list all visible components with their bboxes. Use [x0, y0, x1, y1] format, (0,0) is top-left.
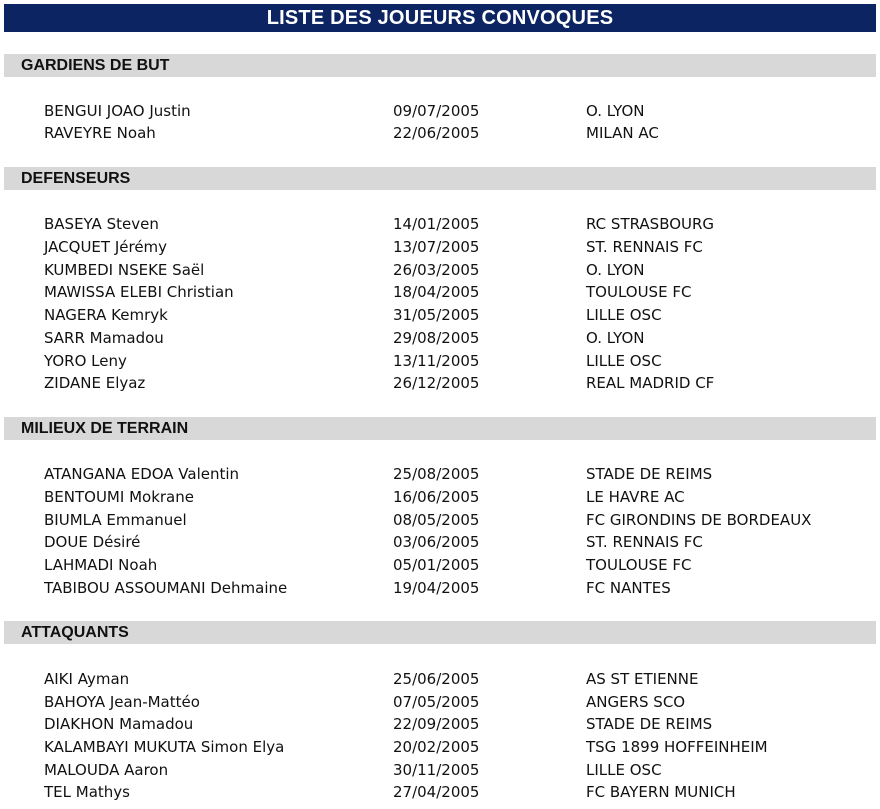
- player-birth-date: 05/01/2005: [393, 556, 480, 574]
- section-header-forwards: [4, 621, 876, 644]
- player-name: KALAMBAYI MUKUTA Simon Elya: [44, 738, 285, 756]
- player-name: SARR Mamadou: [44, 329, 164, 347]
- player-birth-date: 07/05/2005: [393, 693, 480, 711]
- player-row: [0, 372, 880, 394]
- section-title: GARDIENS DE BUT: [21, 57, 170, 74]
- player-name: ZIDANE Elyaz: [44, 374, 146, 392]
- player-name: TABIBOU ASSOUMANI Dehmaine: [44, 579, 288, 597]
- player-row: [0, 736, 880, 758]
- player-club: TSG 1899 HOFFEINHEIM: [586, 738, 768, 756]
- player-row: [0, 577, 880, 599]
- section-title: ATTAQUANTS: [21, 624, 129, 641]
- player-row: [0, 350, 880, 372]
- player-birth-date: 03/06/2005: [393, 533, 480, 551]
- player-name: NAGERA Kemryk: [44, 306, 168, 324]
- player-row: [0, 327, 880, 349]
- player-club: LILLE OSC: [586, 352, 662, 370]
- player-name: LAHMADI Noah: [44, 556, 158, 574]
- player-birth-date: 22/06/2005: [393, 124, 480, 142]
- player-club: REAL MADRID CF: [586, 374, 715, 392]
- player-club: LILLE OSC: [586, 306, 662, 324]
- player-name: DIAKHON Mamadou: [44, 715, 194, 733]
- player-club: FC NANTES: [586, 579, 671, 597]
- player-birth-date: 19/04/2005: [393, 579, 480, 597]
- section-header-midfielders: [4, 417, 876, 440]
- player-birth-date: 13/11/2005: [393, 352, 480, 370]
- player-row: [0, 259, 880, 281]
- player-club: TOULOUSE FC: [586, 283, 692, 301]
- player-row: [0, 463, 880, 485]
- player-name: JACQUET Jérémy: [44, 238, 168, 256]
- player-name: TEL Mathys: [44, 783, 130, 801]
- player-name: AIKI Ayman: [44, 670, 130, 688]
- player-birth-date: 20/02/2005: [393, 738, 480, 756]
- player-birth-date: 18/04/2005: [393, 283, 480, 301]
- player-name: BENTOUMI Mokrane: [44, 488, 194, 506]
- player-birth-date: 30/11/2005: [393, 761, 480, 779]
- player-row: [0, 554, 880, 576]
- player-birth-date: 13/07/2005: [393, 238, 480, 256]
- player-name: KUMBEDI NSEKE Saël: [44, 261, 205, 279]
- section-title: MILIEUX DE TERRAIN: [21, 420, 189, 437]
- player-club: ST. RENNAIS FC: [586, 238, 703, 256]
- player-club: STADE DE REIMS: [586, 465, 713, 483]
- player-club: MILAN AC: [586, 124, 659, 142]
- player-club: O. LYON: [586, 261, 645, 279]
- player-row: [0, 691, 880, 713]
- player-club: LE HAVRE AC: [586, 488, 685, 506]
- player-row: [0, 304, 880, 326]
- player-row: [0, 122, 880, 144]
- player-name: YORO Leny: [44, 352, 127, 370]
- player-row: [0, 531, 880, 553]
- player-birth-date: 25/08/2005: [393, 465, 480, 483]
- player-birth-date: 25/06/2005: [393, 670, 480, 688]
- player-club: FC BAYERN MUNICH: [586, 783, 736, 801]
- player-club: ANGERS SCO: [586, 693, 686, 711]
- player-row: [0, 713, 880, 735]
- player-club: ST. RENNAIS FC: [586, 533, 703, 551]
- player-birth-date: 26/03/2005: [393, 261, 480, 279]
- player-birth-date: 26/12/2005: [393, 374, 480, 392]
- player-row: [0, 781, 880, 803]
- player-name: BENGUI JOAO Justin: [44, 102, 191, 120]
- player-club: O. LYON: [586, 102, 645, 120]
- player-club: LILLE OSC: [586, 761, 662, 779]
- player-name: MALOUDA Aaron: [44, 761, 169, 779]
- player-name: ATANGANA EDOA Valentin: [44, 465, 240, 483]
- player-club: RC STRASBOURG: [586, 215, 715, 233]
- player-birth-date: 27/04/2005: [393, 783, 480, 801]
- player-name: MAWISSA ELEBI Christian: [44, 283, 234, 301]
- player-birth-date: 14/01/2005: [393, 215, 480, 233]
- player-club: O. LYON: [586, 329, 645, 347]
- section-header-goalkeepers: [4, 54, 876, 77]
- player-name: DOUE Désiré: [44, 533, 141, 551]
- player-birth-date: 31/05/2005: [393, 306, 480, 324]
- player-row: [0, 668, 880, 690]
- player-name: BASEYA Steven: [44, 215, 159, 233]
- player-name: RAVEYRE Noah: [44, 124, 156, 142]
- player-club: AS ST ETIENNE: [586, 670, 699, 688]
- player-birth-date: 29/08/2005: [393, 329, 480, 347]
- player-name: BAHOYA Jean-Mattéo: [44, 693, 200, 711]
- player-club: STADE DE REIMS: [586, 715, 713, 733]
- section-header-defenders: [4, 167, 876, 190]
- player-row: [0, 509, 880, 531]
- player-row: [0, 236, 880, 258]
- player-birth-date: 16/06/2005: [393, 488, 480, 506]
- player-row: [0, 213, 880, 235]
- player-birth-date: 08/05/2005: [393, 511, 480, 529]
- player-row: [0, 759, 880, 781]
- player-row: [0, 486, 880, 508]
- player-birth-date: 22/09/2005: [393, 715, 480, 733]
- player-club: TOULOUSE FC: [586, 556, 692, 574]
- player-club: FC GIRONDINS DE BORDEAUX: [586, 511, 812, 529]
- player-name: BIUMLA Emmanuel: [44, 511, 187, 529]
- player-row: [0, 100, 880, 122]
- player-birth-date: 09/07/2005: [393, 102, 480, 120]
- section-title: DEFENSEURS: [21, 170, 131, 187]
- page-title: LISTE DES JOUEURS CONVOQUES: [4, 4, 876, 32]
- player-row: [0, 281, 880, 303]
